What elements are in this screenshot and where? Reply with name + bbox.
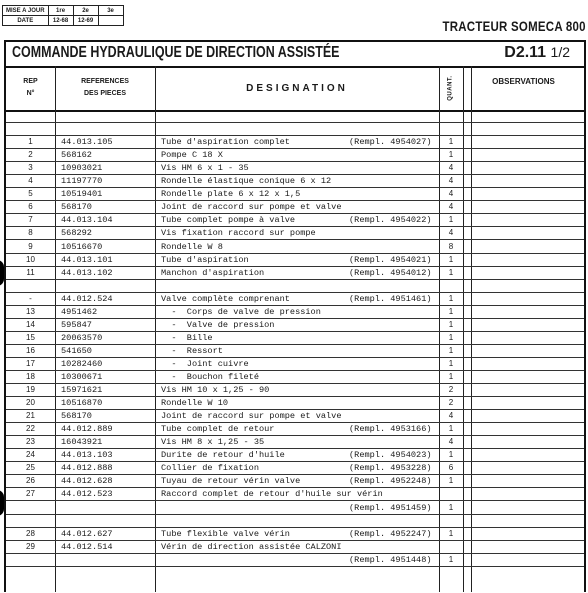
part-quantity: 4 <box>448 189 454 199</box>
part-designation: Joint de raccord sur pompe et valve <box>161 411 342 422</box>
table-row <box>6 371 584 384</box>
part-rep: 19 <box>26 385 35 395</box>
part-quantity: 4 <box>448 202 454 212</box>
part-quantity: 1 <box>448 424 454 434</box>
part-designation: Vis HM 6 x 1 - 35 <box>161 163 249 174</box>
part-rep: - <box>29 293 32 303</box>
part-designation: Raccord complet de retour d'huile sur vérin <box>161 489 383 500</box>
part-quantity: 6 <box>448 463 454 473</box>
part-designation: Tube d'aspiration <box>161 254 249 265</box>
table-row <box>6 475 584 488</box>
part-quantity: 1 <box>448 476 454 486</box>
revision-col-2: 2e <box>73 6 98 16</box>
part-reference: 44.012.888 <box>61 463 113 474</box>
part-rep: 9 <box>28 241 33 251</box>
part-reference: 568170 <box>61 411 92 422</box>
part-designation: Vis HM 8 x 1,25 - 35 <box>161 437 265 448</box>
part-designation: Rondelle élastique conique 6 x 12 <box>161 176 332 187</box>
part-quantity: 1 <box>448 215 454 225</box>
table-row <box>6 175 584 188</box>
part-rep: 25 <box>26 463 35 473</box>
part-replacement: (Rempl. 4952247) <box>349 528 432 539</box>
part-designation: Valve complète comprenant <box>161 293 290 304</box>
part-quantity: 1 <box>448 528 454 538</box>
part-reference: 10516670 <box>61 241 103 252</box>
part-rep: 11 <box>26 267 35 277</box>
part-replacement: (Rempl. 4954012) <box>349 267 432 278</box>
part-quantity: 4 <box>448 437 454 447</box>
part-reference: 20063570 <box>61 332 103 343</box>
table-row <box>6 449 584 462</box>
header-designation: DESIGNATION <box>246 82 348 94</box>
part-designation: Tuyau de retour vérin valve <box>161 476 301 487</box>
part-designation: Tube complet de retour <box>161 424 275 435</box>
table-row <box>6 267 584 280</box>
table-row <box>6 254 584 267</box>
table-row <box>6 528 584 541</box>
header-observations: OBSERVATIONS <box>492 77 555 86</box>
table-row <box>6 319 584 332</box>
part-designation: Joint de raccord sur pompe et valve <box>161 202 342 213</box>
part-quantity: 1 <box>448 137 454 147</box>
table-row <box>6 462 584 475</box>
table-row <box>6 515 584 528</box>
table-row <box>6 397 584 410</box>
part-designation: - Bouchon fileté <box>161 372 259 382</box>
part-designation: Vis HM 10 x 1,25 - 90 <box>161 385 270 396</box>
part-rep: 17 <box>26 358 35 368</box>
part-quantity: 2 <box>448 398 454 408</box>
part-quantity: 1 <box>448 254 454 264</box>
part-reference: 44.013.103 <box>61 450 113 461</box>
part-rep: 21 <box>26 411 35 421</box>
part-reference: 44.012.524 <box>61 293 113 304</box>
part-reference: 44.012.627 <box>61 528 113 539</box>
part-quantity: 4 <box>448 411 454 421</box>
revision-date-2: 12-69 <box>73 16 98 26</box>
part-designation: Tube d'aspiration complet <box>161 137 290 148</box>
part-reference: 44.012.628 <box>61 476 113 487</box>
revision-date-3 <box>98 16 123 26</box>
page-code <box>504 44 570 62</box>
part-rep: 18 <box>26 372 35 381</box>
table-row <box>6 201 584 214</box>
revision-box <box>2 5 124 26</box>
part-reference: 10516870 <box>61 398 103 409</box>
header-references <box>55 66 155 110</box>
part-quantity: 4 <box>448 228 454 238</box>
part-designation: - Valve de pression <box>161 319 275 330</box>
part-rep: 8 <box>28 228 33 238</box>
table-row <box>6 345 584 358</box>
part-quantity: 1 <box>448 554 454 564</box>
part-replacement: (Rempl. 4954021) <box>349 254 432 265</box>
table-row <box>6 502 584 515</box>
part-reference: 568162 <box>61 150 92 161</box>
table-row <box>6 214 584 227</box>
table-row <box>6 384 584 397</box>
part-reference: 10282460 <box>61 358 103 369</box>
part-rep: 22 <box>26 424 35 434</box>
part-reference: 44.012.523 <box>61 489 113 500</box>
part-replacement: (Rempl. 4954023) <box>349 450 432 461</box>
table-row <box>6 410 584 423</box>
part-rep: 24 <box>26 450 35 460</box>
part-quantity: 1 <box>448 306 454 316</box>
title-bar <box>6 42 584 68</box>
part-quantity: 4 <box>448 176 454 186</box>
header-ref-line1: REFERENCES <box>81 78 129 86</box>
table-row <box>6 110 584 123</box>
table-row <box>6 241 584 254</box>
part-designation: Rondelle W 10 <box>161 398 229 409</box>
part-designation: Vis fixation raccord sur pompe <box>161 228 316 239</box>
page-code-fraction: 1/2 <box>550 44 570 60</box>
tractor-model: TRACTEUR SOMECA 800 <box>442 18 586 34</box>
part-replacement: (Rempl. 4952248) <box>349 476 432 487</box>
part-designation: Tube complet pompe à valve <box>161 215 296 226</box>
part-quantity: 4 <box>448 163 454 173</box>
part-reference: 44.013.104 <box>61 215 113 226</box>
part-designation: Collier de fixation <box>161 463 259 474</box>
part-reference: 10903021 <box>61 163 103 174</box>
part-rep: 7 <box>28 215 33 225</box>
part-designation: Tube flexible valve vérin <box>161 528 290 539</box>
part-rep: 2 <box>28 150 33 160</box>
part-designation: - Ressort <box>161 345 223 356</box>
part-reference: 568292 <box>61 228 92 239</box>
part-rep: 3 <box>28 163 33 173</box>
part-reference: 568170 <box>61 202 92 213</box>
part-reference: 595847 <box>61 319 92 330</box>
table-row <box>6 136 584 149</box>
part-replacement: (Rempl. 4954022) <box>349 215 432 226</box>
part-rep: 15 <box>26 332 35 342</box>
part-rep: 26 <box>26 476 35 486</box>
date-label: DATE <box>3 16 49 26</box>
part-replacement: (Rempl. 4953228) <box>349 463 432 474</box>
page-code-main: D2.11 <box>504 44 547 61</box>
part-reference: 44.013.101 <box>61 254 113 265</box>
revision-label: MISE A JOUR <box>3 6 49 16</box>
header-rep <box>6 66 55 110</box>
part-rep: 20 <box>26 398 35 408</box>
table-row <box>6 227 584 240</box>
part-quantity: 1 <box>448 372 454 381</box>
part-replacement: (Rempl. 4951461) <box>349 293 432 304</box>
part-designation: Vérin de direction assistée CALZONI <box>161 541 342 552</box>
revision-col-3: 3e <box>98 6 123 16</box>
part-reference: 11197770 <box>61 176 103 187</box>
part-quantity: 1 <box>448 319 454 329</box>
part-quantity: 1 <box>448 332 454 342</box>
part-reference: 10519401 <box>61 189 103 200</box>
part-reference: 15971621 <box>61 385 103 396</box>
header-quant-label: QUANT. <box>447 75 454 101</box>
part-reference: 44.013.102 <box>61 267 113 278</box>
table-row <box>6 306 584 319</box>
part-rep: 4 <box>28 176 33 186</box>
part-designation: - Joint cuivre <box>161 358 249 369</box>
table-row <box>6 293 584 306</box>
table-row <box>6 488 584 501</box>
part-rep: 5 <box>28 189 33 199</box>
part-rep: 23 <box>26 437 35 447</box>
part-rep: 28 <box>26 528 35 538</box>
part-rep: 10 <box>26 254 35 264</box>
part-replacement: (Rempl. 4954027) <box>349 137 432 148</box>
part-designation: Durite de retour d'huile <box>161 450 285 461</box>
table-row <box>6 358 584 371</box>
part-quantity: 1 <box>448 502 454 512</box>
header-ref-line2: DES PIECES <box>83 90 126 97</box>
part-designation: - Corps de valve de pression <box>161 306 321 317</box>
part-quantity: 1 <box>448 345 454 355</box>
part-designation: Manchon d'aspiration <box>161 267 265 278</box>
header-rep-line1: REP <box>23 78 38 86</box>
part-reference: 44.013.105 <box>61 137 113 148</box>
part-quantity: 2 <box>448 385 454 395</box>
header-quant <box>439 66 463 110</box>
part-designation: Rondelle plate 6 x 12 x 1,5 <box>161 189 301 200</box>
parts-table-frame <box>4 40 586 592</box>
part-replacement: (Rempl. 4953166) <box>349 424 432 435</box>
part-rep: 29 <box>26 541 35 551</box>
table-row <box>6 541 584 554</box>
part-reference: 16043921 <box>61 437 103 448</box>
table-row <box>6 332 584 345</box>
part-rep: 13 <box>26 306 35 316</box>
part-rep: 1 <box>28 137 33 147</box>
table-row <box>6 423 584 436</box>
part-reference: 44.012.514 <box>61 541 113 552</box>
part-designation: Rondelle W 8 <box>161 241 223 252</box>
revision-date-1: 12-68 <box>48 16 73 26</box>
table-row <box>6 280 584 293</box>
revision-col-1: 1re <box>48 6 73 16</box>
table-row <box>6 123 584 136</box>
part-reference: 541650 <box>61 345 92 356</box>
part-replacement: (Rempl. 4951448) <box>349 554 432 565</box>
part-quantity: 1 <box>448 293 454 303</box>
part-reference: 4951462 <box>61 306 98 317</box>
part-quantity: 8 <box>448 241 454 251</box>
part-quantity: 1 <box>448 150 454 160</box>
part-designation: - Bille <box>161 332 213 343</box>
part-rep: 6 <box>28 202 33 212</box>
part-quantity: 1 <box>448 267 454 277</box>
table-row <box>6 436 584 449</box>
part-quantity: 1 <box>448 450 454 460</box>
part-designation: Pompe C 18 X <box>161 150 223 161</box>
part-rep: 27 <box>26 489 35 499</box>
part-quantity: 1 <box>448 358 454 368</box>
part-reference: 10300671 <box>61 372 103 382</box>
page-title: COMMANDE HYDRAULIQUE DE DIRECTION ASSISTÉE <box>12 44 340 61</box>
table-row <box>6 149 584 162</box>
part-rep: 16 <box>26 345 35 355</box>
column-headers <box>6 66 584 112</box>
part-replacement: (Rempl. 4951459) <box>349 502 432 513</box>
table-row <box>6 188 584 201</box>
part-rep: 14 <box>26 319 35 329</box>
part-reference: 44.012.889 <box>61 424 113 435</box>
table-row <box>6 554 584 567</box>
header-rep-line2: N° <box>26 90 35 97</box>
table-row <box>6 162 584 175</box>
